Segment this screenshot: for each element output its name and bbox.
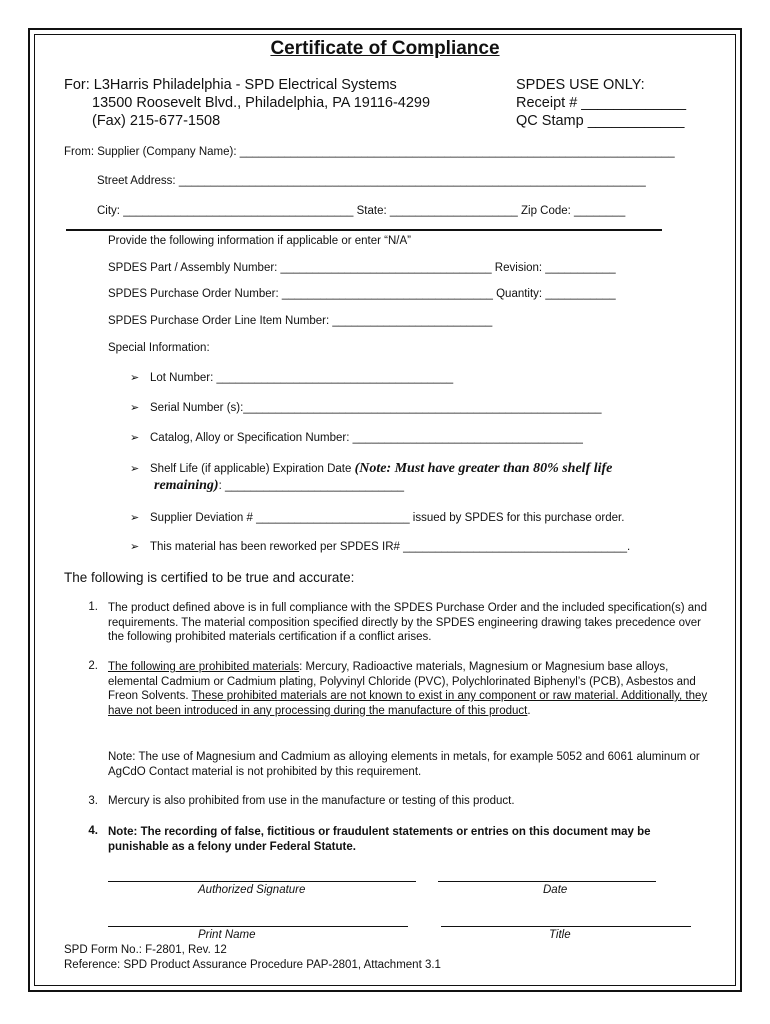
receipt-field[interactable]: Receipt # _____________ xyxy=(516,95,687,111)
title-label: Title xyxy=(549,929,571,941)
serial-number-field[interactable]: Serial Number (s):________________________________________________________ xyxy=(150,402,602,414)
arrow-bullet-icon: ➢ xyxy=(130,372,140,384)
line-item-field[interactable]: SPDES Purchase Order Line Item Number: _________________________ xyxy=(108,315,493,327)
street-address-field[interactable]: Street Address: _________________________________________________________________________ xyxy=(97,175,646,187)
shelf-life-item[interactable] xyxy=(130,461,612,477)
certified-heading: The following is certified to be true and accurate: xyxy=(64,570,355,585)
arrow-bullet-icon: ➢ xyxy=(130,463,140,475)
qc-stamp-field[interactable]: QC Stamp ____________ xyxy=(516,113,685,129)
for-address-line2: 13500 Roosevelt Blvd., Philadelphia, PA 19116-4299 xyxy=(92,95,431,111)
for-address-line1: For: L3Harris Philadelphia - SPD Electrical Systems xyxy=(64,77,397,93)
form-number: SPD Form No.: F-2801, Rev. 12 xyxy=(64,944,227,956)
reference-procedure: Reference: SPD Product Assurance Procedure PAP-2801, Attachment 3.1 xyxy=(64,959,441,971)
arrow-bullet-icon: ➢ xyxy=(130,541,140,553)
print-name-label: Print Name xyxy=(198,929,256,941)
title-line[interactable] xyxy=(441,926,691,927)
prohibited-list: : Mercury, Radioactive materials, Magnesium or Magnesium base alloys, elemental Cadmium or Cadmium plating, Polyvinyl Chloride (PVC), Polychlorinated Biphenyl’s (PCB), Asbestos and Freon Solvents. xyxy=(108,661,696,702)
deviation-item[interactable] xyxy=(130,511,624,524)
document-title: Certificate of Compliance xyxy=(270,38,500,59)
arrow-bullet-icon: ➢ xyxy=(130,512,140,524)
part-number-field[interactable]: SPDES Part / Assembly Number: _________________________________ Revision: ___________ xyxy=(108,262,616,274)
item-number-4: 4. xyxy=(88,825,98,837)
special-information-label: Special Information: xyxy=(108,342,210,354)
lot-number-field[interactable]: Lot Number: _____________________________________ xyxy=(150,372,454,384)
reworked-item[interactable] xyxy=(130,540,630,553)
item-number-1: 1. xyxy=(88,601,98,613)
supplier-name-field[interactable]: From: Supplier (Company Name): ____________________________________________________________________ xyxy=(64,146,675,158)
catalog-item[interactable] xyxy=(130,431,583,444)
item-1-text: The product defined above is in full compliance with the SPDES Purchase Order and the included specification(s) and requirements. The material composition specified directly by the SPDES engineering drawing takes precedence over the following prohibited materials certification if a conflict arises. xyxy=(108,602,707,643)
shelf-life-label: Shelf Life (if applicable) Expiration Date xyxy=(150,463,355,475)
shelf-life-note: (Note: Must have greater than 80% shelf life xyxy=(354,461,613,476)
item-4-text: Note: The recording of false, fictitious or fraudulent statements or entries on this document may be punishable as a felony under Federal Statute. xyxy=(108,826,651,853)
item-number-3: 3. xyxy=(88,795,98,807)
for-fax: (Fax) 215-677-1508 xyxy=(92,113,221,129)
catalog-field[interactable]: Catalog, Alloy or Specification Number: ____________________________________ xyxy=(150,432,583,444)
serial-number-item[interactable] xyxy=(130,401,601,414)
arrow-bullet-icon: ➢ xyxy=(130,432,140,444)
deviation-field[interactable]: Supplier Deviation # ________________________ issued by SPDES for this purchase order. xyxy=(150,512,625,524)
shelf-life-note-cont: remaining) xyxy=(154,478,219,493)
provide-instruction: Provide the following information if applicable or enter “N/A” xyxy=(108,235,411,247)
magnesium-note: Note: The use of Magnesium and Cadmium as alloying elements in metals, for example 5052 and 6061 aluminum or AgCdO Contact material is not prohibited by this requirement. xyxy=(108,751,700,778)
shelf-life-field[interactable]: : ____________________________ xyxy=(218,480,405,492)
date-line[interactable] xyxy=(438,881,656,882)
prohibited-period: . xyxy=(527,704,531,717)
prohibited-statement: These prohibited materials are not known to exist in any component or raw material. Additionally, they have not been introduced in any processing during the manufacture of this product xyxy=(108,690,708,717)
purchase-order-field[interactable]: SPDES Purchase Order Number: _________________________________ Quantity: ___________ xyxy=(108,288,616,300)
lot-number-item[interactable] xyxy=(130,371,453,384)
print-name-line[interactable] xyxy=(108,926,408,927)
arrow-bullet-icon: ➢ xyxy=(130,402,140,414)
city-state-zip-field[interactable]: City: ____________________________________ State: ____________________ Zip Code: ________ xyxy=(97,205,626,217)
item-number-2: 2. xyxy=(88,660,98,672)
item-3-text: Mercury is also prohibited from use in the manufacture or testing of this product. xyxy=(108,795,515,807)
authorized-signature-line[interactable] xyxy=(108,881,416,882)
section-divider xyxy=(66,229,662,231)
date-label: Date xyxy=(543,884,568,896)
shelf-life-line2[interactable] xyxy=(154,478,404,494)
prohibited-heading: The following are prohibited materials xyxy=(108,661,300,673)
item-2-text xyxy=(108,660,708,718)
authorized-signature-label: Authorized Signature xyxy=(198,884,306,896)
reworked-field[interactable]: This material has been reworked per SPDES IR# ___________________________________. xyxy=(150,541,631,553)
spdes-use-only: SPDES USE ONLY: xyxy=(516,77,645,93)
